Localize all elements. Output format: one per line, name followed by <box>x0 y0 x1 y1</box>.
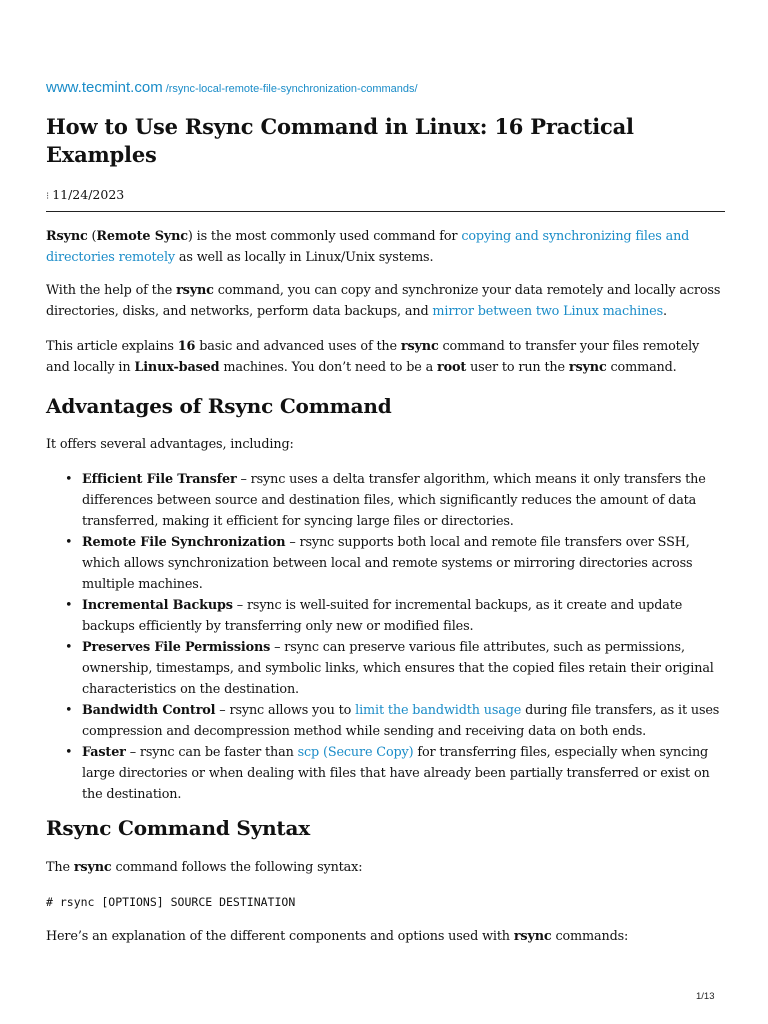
syntax-explanation: Here’s an explanation of the different components and options used with rsync commands: <box>46 929 629 944</box>
bandwidth-link[interactable]: limit the bandwidth usage <box>355 703 522 718</box>
bullet-icon: • <box>65 703 73 718</box>
meta-dots-icon: ⁝ <box>46 191 50 202</box>
advantages-lead: It offers several advantages, including: <box>46 437 294 452</box>
mirror-link[interactable]: mirror between two Linux machines <box>432 304 664 319</box>
article-meta <box>46 186 124 206</box>
bullet-icon: • <box>65 535 73 550</box>
bullet-icon: • <box>65 598 73 613</box>
syntax-lead: The rsync command follows the following syntax: <box>46 860 363 875</box>
intro-paragraph-3: This article explains 16 basic and advanced uses of the rsync command to transfer your files remotely and locally in Linux-based machines. You don’t need to be a root user to run the rsync command. <box>46 339 700 375</box>
source-domain-link[interactable]: www.tecmint.com <box>46 79 163 96</box>
syntax-code-block: # rsync [OPTIONS] SOURCE DESTINATION <box>46 895 296 909</box>
term-remote-sync: Remote Sync <box>96 229 188 244</box>
syntax-heading: Rsync Command Syntax <box>46 816 310 840</box>
list-item: • Bandwidth Control – rsync allows you to limit the bandwidth usage during file transfers, as it uses compression and decompression method while sending and receiving data on both ends. <box>46 700 725 742</box>
source-url <box>46 79 418 97</box>
intro-paragraph-2: With the help of the rsync command, you can copy and synchronize your data remotely and locally across directories, disks, and networks, perform data backups, and mirror between two Linux machines. <box>46 283 721 319</box>
scp-link[interactable]: scp (Secure Copy) <box>297 745 414 760</box>
list-item: • Efficient File Transfer – rsync uses a delta transfer algorithm, which means it only transfers the differences between source and destination files, which significantly reduces the amount of data transferred, making it efficient for syncing large files or directories. <box>46 469 725 532</box>
term-rsync: Rsync <box>46 229 88 244</box>
page-number: 1/13 <box>696 991 715 1002</box>
intro-paragraph-1: Rsync (Remote Sync) is the most commonly used command for copying and synchronizing files and directories remotely as well as locally in Linux/Unix systems. <box>46 229 690 265</box>
publish-date: 11/24/2023 <box>52 187 125 202</box>
list-item: • Faster – rsync can be faster than scp (Secure Copy) for transferring files, especially when syncing large directories or when dealing with files that have already been partially transferred or exist on the destination. <box>46 742 725 805</box>
article-title: How to Use Rsync Command in Linux: 16 Practical Examples <box>46 114 634 167</box>
bullet-icon: • <box>65 640 73 655</box>
bullet-icon: • <box>65 472 73 487</box>
list-item: • Incremental Backups – rsync is well-suited for incremental backups, as it create and update backups efficiently by transferring only new or modified files. <box>46 595 725 637</box>
list-item: • Remote File Synchronization – rsync supports both local and remote file transfers over SSH, which allows synchronization between local and remote systems or mirroring directories across multiple machines. <box>46 532 725 595</box>
list-item: • Preserves File Permissions – rsync can preserve various file attributes, such as permissions, ownership, timestamps, and symbolic links, which ensures that the copied files retain their original characteristics on the destination. <box>46 637 725 700</box>
title-divider <box>46 211 725 212</box>
copy-sync-link[interactable]: copying and synchronizing files and directories remotely <box>46 229 690 265</box>
bullet-icon: • <box>65 745 73 760</box>
advantages-list <box>46 469 725 805</box>
advantages-heading: Advantages of Rsync Command <box>46 394 392 418</box>
source-path-link[interactable]: /rsync-local-remote-file-synchronization-commands/ <box>165 83 418 95</box>
